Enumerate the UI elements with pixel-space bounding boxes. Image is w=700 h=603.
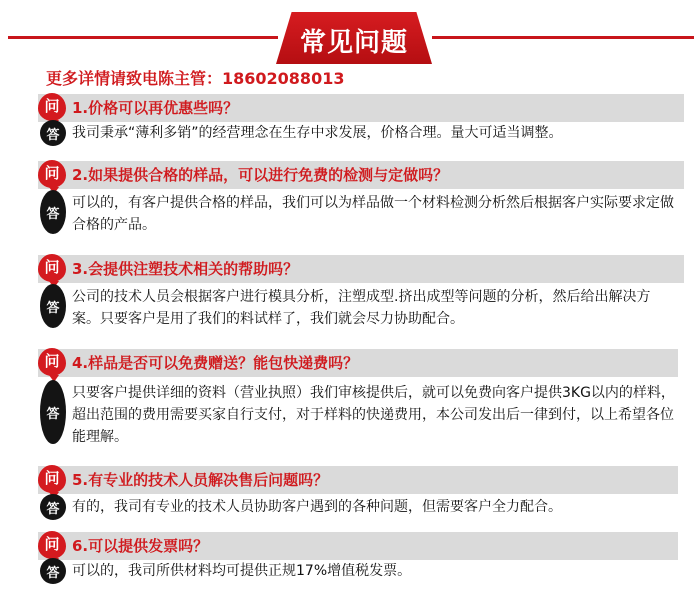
question-text: 6.可以提供发票吗？: [72, 537, 209, 555]
question-icon: 问: [38, 465, 66, 493]
answer-text: 可以的，我司所供材料均可提供正规17%增值税发票。: [72, 563, 412, 579]
question-text: 2.如果提供合格的样品，可以进行免费的检测与定做吗？: [72, 166, 449, 184]
header-banner: [0, 0, 700, 64]
question-icon: 问: [38, 254, 66, 282]
question-icon: 问: [38, 531, 66, 559]
answer-icon: 答: [40, 494, 66, 520]
answer-text: 我司秉承“薄利多销”的经营理念在生存中求发展，价格合理。量大可适当调整。: [72, 125, 563, 141]
question-icon: 问: [38, 160, 66, 188]
contact-line: 更多详情请致电陈主管：18602088013: [46, 69, 345, 88]
answer-icon: 答: [40, 284, 66, 328]
question-text: 4.样品是否可以免费赠送？能包快递费吗？: [72, 354, 359, 372]
question-icon: 问: [38, 93, 66, 121]
header-rule-left: [8, 36, 278, 39]
question-text: 3.会提供注塑技术相关的帮助吗？: [72, 260, 299, 278]
page-title: 常见问题: [299, 28, 408, 58]
answer-icon: 答: [40, 558, 66, 584]
answer-icon: 答: [40, 190, 66, 234]
header-rule-right: [432, 36, 694, 39]
answer-text: 可以的，有客户提供合格的样品，我们可以为样品做一个材料检测分析然后根据客户实际要求定做合格的产品。: [72, 195, 674, 233]
answer-icon: 答: [40, 120, 66, 146]
question-text: 1.价格可以再优惠些吗？: [72, 99, 239, 117]
question-icon: 问: [38, 348, 66, 376]
answer-text: 公司的技术人员会根据客户进行模具分析，注塑成型.挤出成型等问题的分析，然后给出解决方案。只要客户是用了我们的料试样了，我们就会尽力协助配合。: [72, 289, 651, 327]
answer-text: 只要客户提供详细的资料（营业执照）我们审核提供后，就可以免费向客户提供3KG以内的样料，超出范围的费用需要买家自行支付，对于样料的快递费用，本公司发出后一律到付，以上希望各位能理解。: [72, 385, 675, 445]
answer-icon: 答: [40, 380, 66, 444]
question-text: 5.有专业的技术人员解决售后问题吗？: [72, 471, 329, 489]
answer-text: 有的，我司有专业的技术人员协助客户遇到的各种问题，但需要客户全力配合。: [72, 499, 562, 515]
